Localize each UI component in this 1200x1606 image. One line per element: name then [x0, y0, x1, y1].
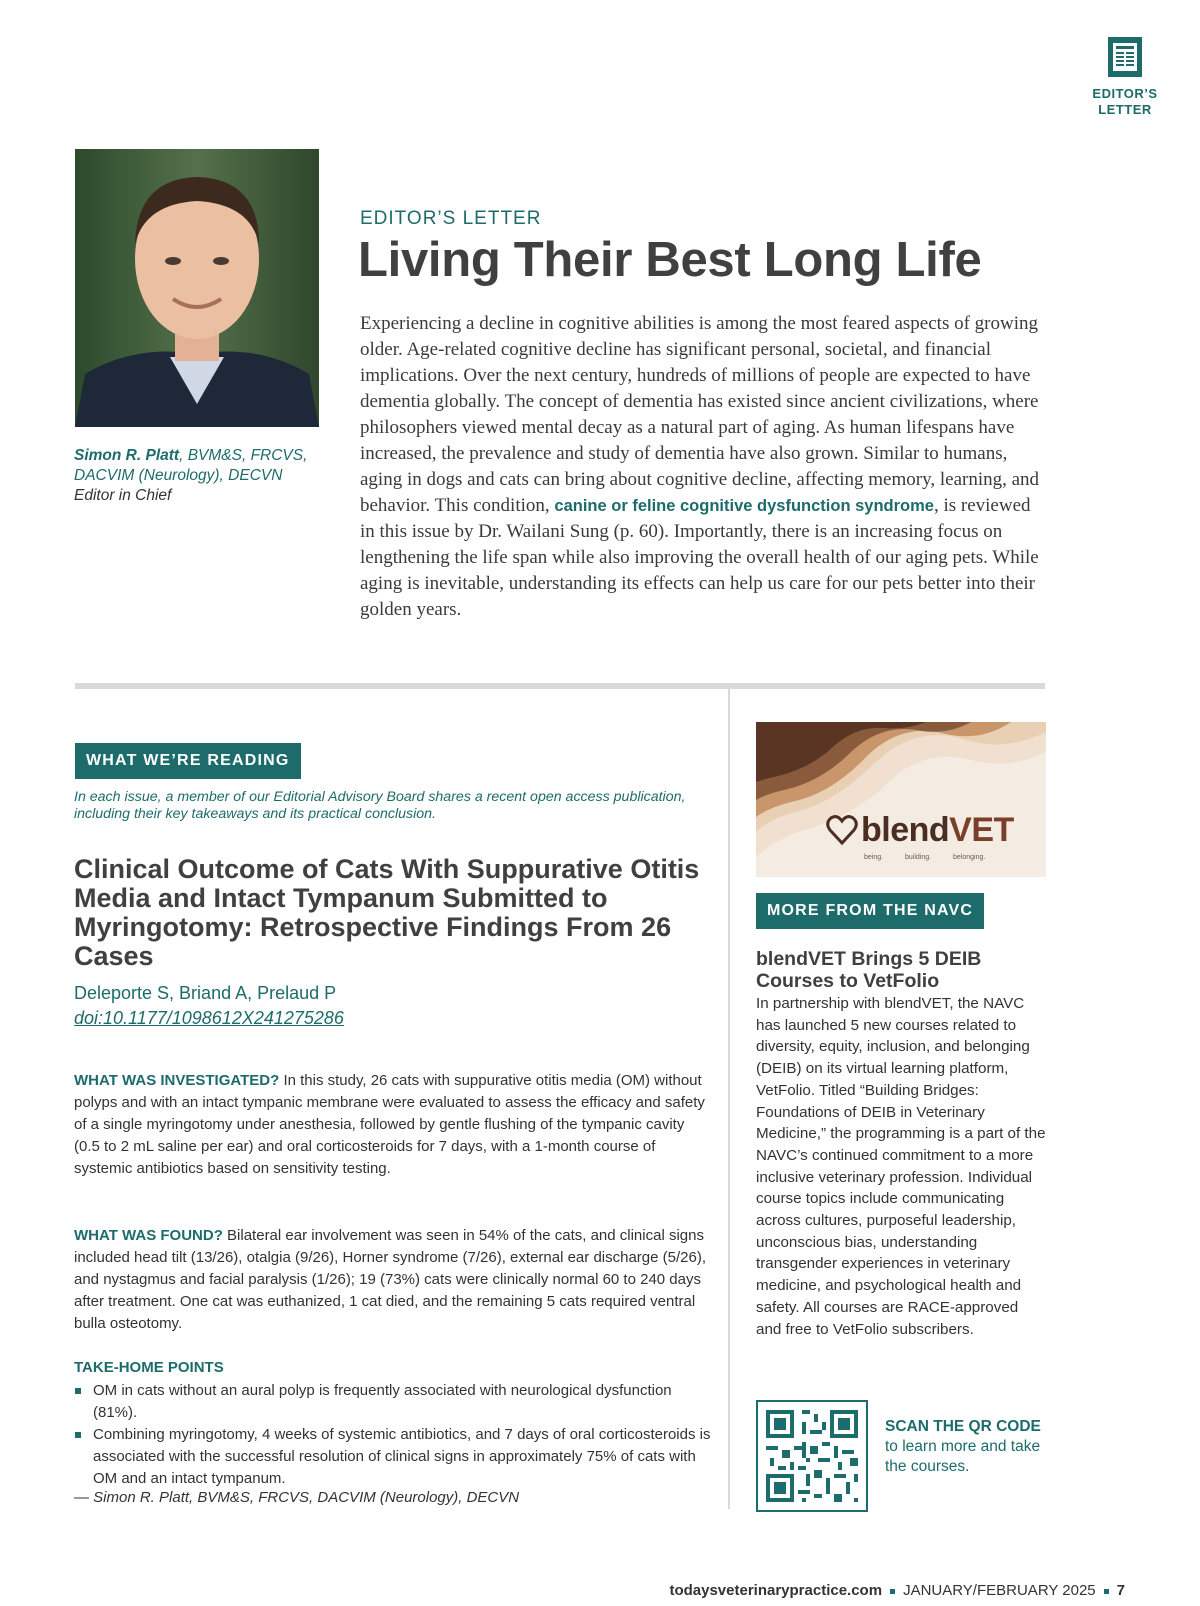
letter-body-text-1: Experiencing a decline in cognitive abilities is among the most feared aspects of growing older. Age-related cognitive decline has significant personal, societal, and financial implications. Over the next century, hundreds of millions of people are expected to have dementia globally. The concept of dementia has existed since ancient civilizations, where philosophers viewed mental decay as a natural part of aging. As human lifespans have increased, the prevalence and study of dementia have also grown. Similar to humans, aging in dogs and cats can bring about cognitive decline, affecting memory, learning, and behavior. This condition,: [360, 313, 1040, 516]
editor-portrait: [75, 149, 319, 427]
section-divider: [75, 683, 1045, 689]
editor-name: Simon R. Platt: [74, 447, 180, 464]
article-doi-link[interactable]: doi:10.1177/1098612X241275286: [74, 1008, 344, 1028]
letter-kicker: EDITOR’S LETTER: [360, 208, 542, 229]
separator-square-icon: [890, 1589, 895, 1594]
found-text: Bilateral ear involvement was seen in 54% of the cats, and clinical signs included head tilt (13/26), otalgia (9/26), Horner syndrome (7/26), external ear discharge (5/26), and nystagmus and facial paralysis (1/26); 19 (73%) cats were clinically normal 60 to 240 days after treatment. One cat was euthanized, 1 cat died, and the remaining 5 cats required ventral bulla osteotomy.: [74, 1227, 706, 1332]
blendvet-wordmark: [861, 811, 1014, 850]
wordmark-blend: blend: [861, 811, 950, 849]
takehome-heading: TAKE-HOME POINTS: [74, 1359, 224, 1376]
footer-issue: JANUARY/FEBRUARY 2025: [903, 1582, 1096, 1599]
list-item: [74, 1380, 714, 1424]
column-divider: [728, 689, 730, 1509]
qr-caption-text: to learn more and take the courses.: [885, 1438, 1041, 1475]
letter-title: Living Their Best Long Life: [358, 233, 982, 287]
reading-tag: WHAT WE’RE READING: [75, 743, 301, 779]
letter-body-text-2: , is reviewed in this issue by Dr. Wailani Sung (p. 60). Importantly, there is an increasing focus on lengthening the life span while also improving the overall health of our aging pets. While aging is inevitable, understanding its effects can help us care for our pets better into their golden years.: [360, 495, 1039, 620]
section-marker: [1080, 36, 1170, 118]
what-was-investigated: [74, 1070, 714, 1180]
blendvet-tagline: being. building. belonging.: [864, 854, 986, 861]
navc-body: In partnership with blendVET, the NAVC has launched 5 new courses related to diversity, equity, inclusion, and belonging (DEIB) on its virtual learning platform, VetFolio. Titled “Building Bridges: Foundations of DEIB in Veterinary Medicine,” the programming is a part of the NAVC’s continued commitment to a more inclusive veterinary profession. Individual course topics include communicating across cultures, purposeful leadership, unconscious bias, understanding transgender experiences in veterinary medicine, and psychological health and safety. All courses are RACE-approved and free to VetFolio subscribers.: [756, 995, 1046, 1338]
section-marker-label: EDITOR’S LETTER: [1092, 86, 1158, 117]
qr-caption: [885, 1417, 1055, 1477]
article-authors: Deleporte S, Briand A, Prelaud P: [74, 983, 337, 1003]
bullet-icon: [75, 1432, 81, 1438]
qr-code-icon: [758, 1402, 866, 1510]
footer-site[interactable]: todaysveterinarypractice.com: [669, 1582, 883, 1599]
investigated-text: In this study, 26 cats with suppurative otitis media (OM) without polyps and with an intact tympanic membrane were evaluated to assess the efficacy and safety of a single myringotomy under anesthesia, followed by gentle flushing of the tympanic cavity (0.5 to 2 mL saline per ear) and oral corticosteroids for 7 days, with a 1-month course of systemic antibiotics based on sensitivity testing.: [74, 1072, 705, 1177]
page-number: 7: [1116, 1582, 1125, 1599]
newspaper-icon: [1107, 36, 1143, 78]
editor-role: Editor in Chief: [74, 487, 172, 504]
reviewer-signature: — Simon R. Platt, BVM&S, FRCVS, DACVIM (Neurology), DECVN: [74, 1489, 520, 1506]
editor-caption: [74, 446, 344, 506]
qr-caption-bold: SCAN THE QR CODE: [885, 1418, 1041, 1435]
heart-logo-icon: [826, 814, 858, 846]
what-was-found: [74, 1225, 714, 1335]
list-item: [74, 1424, 714, 1490]
article-title: Clinical Outcome of Cats With Suppurative Otitis Media and Intact Tympanum Submitted to Myringotomy: Retrospective Findings From 26 Cases: [74, 854, 700, 971]
found-heading: WHAT WAS FOUND?: [74, 1227, 223, 1244]
page-footer: [669, 1582, 1125, 1599]
cognitive-dysfunction-link[interactable]: canine or feline cognitive dysfunction syndrome: [554, 497, 934, 515]
wordmark-vet: VET: [949, 811, 1014, 849]
takehome-point-2: Combining myringotomy, 4 weeks of systemic antibiotics, and 7 days of oral corticosteroids is associated with the successful resolution of clinical signs in approximately 75% of cats with OM and an intact tympanum.: [93, 1426, 711, 1487]
takehome-list: [74, 1380, 714, 1490]
investigated-heading: WHAT WAS INVESTIGATED?: [74, 1072, 280, 1089]
letter-body: [360, 311, 1050, 623]
qr-code[interactable]: [756, 1400, 868, 1512]
blendvet-banner: [756, 722, 1046, 877]
separator-square-icon: [1104, 1589, 1109, 1594]
navc-tag: MORE FROM THE NAVC: [756, 893, 984, 929]
editor-credentials: , BVM&S, FRCVS, DACVIM (Neurology), DECVN: [74, 447, 308, 484]
bullet-icon: [75, 1388, 81, 1394]
reading-intro: In each issue, a member of our Editorial Advisory Board shares a recent open access publication, including their key takeaways and its practical conclusion.: [74, 789, 686, 822]
navc-title: blendVET Brings 5 DEIB Courses to VetFolio: [756, 948, 982, 992]
takehome-point-1: OM in cats without an aural polyp is frequently associated with neurological dysfunction (81%).: [93, 1382, 672, 1421]
